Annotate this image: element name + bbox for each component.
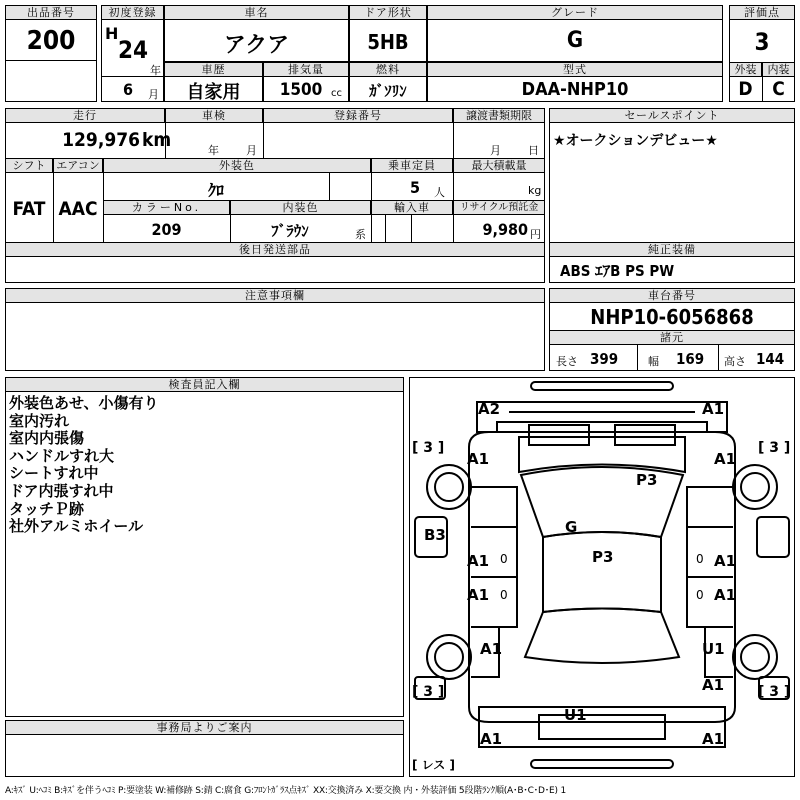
lot-label: 出品番号 [5,5,97,20]
sales-point: ★オークションデビュー★ [553,133,718,149]
interior-grade: C [772,78,785,100]
recycle: 9,980 [482,220,528,239]
inspector-note: 外装色あせ、小傷有り [9,394,159,412]
width: 169 [676,350,705,368]
sales-point-label: セールスポイント [549,108,795,123]
ac-label: エアコン [53,158,103,173]
import-label: 輸入車 [371,200,453,215]
damage-front-right-fender: A1 [714,450,737,468]
inspector-note: ハンドルすれ大 [9,446,115,465]
dims-label: 諸元 [549,330,795,345]
interior-label: 内装 [762,62,795,77]
inspector-notes [9,395,159,536]
displacement-label: 排気量 [263,62,349,77]
insp-year-unit: 年 [208,144,219,157]
damage-front-right: A1 [702,400,725,418]
width-label: 幅 [648,355,659,368]
score: 3 [754,28,770,56]
tire-rear-right: [ 3 ] [758,684,791,700]
damage-door-rr: A1 [714,586,737,604]
door-mark: 0 [696,552,704,566]
ac: AAC [58,198,98,220]
color-no-label: カラーNo. [103,200,230,215]
damage-front-left: A2 [478,400,501,418]
inspector-note: タッチＰ跡 [9,499,85,518]
max-load-label: 最大積載量 [453,158,545,173]
first-reg-month: 6 [122,80,133,99]
inspector-note: 社外アルミホイール [9,517,144,536]
year-unit: 年 [150,64,161,77]
color-no: 209 [151,220,182,239]
car-outline [409,377,795,777]
door-mark: 0 [696,588,704,602]
genuine-label: 純正装備 [549,242,795,257]
damage-windshield: G [565,518,578,536]
damage-front-left-fender: A1 [467,450,490,468]
shift-label: シフト [5,158,53,173]
int-color-label: 内装色 [230,200,371,215]
damage-rear-center: U1 [564,706,587,724]
inspection-label: 車検 [165,108,263,123]
recycle-label: リサイクル預託金 [453,200,545,215]
damage-door-fr: A1 [714,552,737,570]
ext-color-label: 外装色 [103,158,371,173]
model: DAA-NHP10 [521,79,629,100]
capacity-unit: 人 [434,186,445,199]
door-mark: 0 [500,588,508,602]
length: 399 [590,350,619,368]
max-load-unit: kg [528,184,542,197]
damage-rear-right-lower: A1 [702,676,725,694]
transfer-label: 譲渡書類期限 [453,108,545,123]
car-name-label: 車名 [164,5,349,20]
later-parts-label: 後日発送部品 [5,242,545,257]
damage-left-side: B3 [424,526,446,544]
damage-rear-bumper-left: A1 [480,730,503,748]
exterior-grade: D [738,78,753,100]
exterior-label: 外装 [729,62,762,77]
mileage-unit: km [142,129,172,151]
tire-front-left: [ 3 ] [412,440,445,456]
tire-rear-left: [ 3 ] [412,684,445,700]
shift: FAT [12,198,46,220]
inspector-note: 室内内張傷 [9,429,85,448]
mileage: 129,976 [62,129,140,151]
tire-front-right: [ 3 ] [758,440,791,456]
grade-label: グレード [427,5,723,20]
int-color-suffix: 系 [355,228,366,241]
registration-label: 登録番号 [263,108,453,123]
fuel: ｶﾞｿﾘﾝ [369,82,407,100]
fuel-label: 燃料 [349,62,427,77]
legend: A:ｷｽﾞ U:ﾍｺﾐ B:ｷｽﾞを伴うﾍｺﾐ P:要塗装 W:補修跡 S:錆 C:腐食 G:ﾌﾛﾝﾄｶﾞﾗｽ点ｷｽﾞ XX:交換済み X:要交換 内・外装評価 5段階ﾗﾝｸ順(A･B･C･D･E) 1 [5,786,566,796]
capacity-label: 乗車定員 [371,158,453,173]
chassis-label: 車台番号 [549,288,795,303]
damage-door-rl: A1 [467,586,490,604]
ext-color: ｸﾛ [207,181,224,200]
era: H [105,24,119,43]
doors-label: ドア形状 [349,5,427,20]
notes-label: 注意事項欄 [5,288,545,303]
score-label: 評価点 [729,5,795,20]
damage-door-fl: A1 [467,552,490,570]
history-label: 車歴 [164,62,263,77]
displacement: 1500 [279,80,323,100]
damage-rear-bumper-right: A1 [702,730,725,748]
damage-rear-right-fender: U1 [702,640,725,658]
car-name: アクア [223,33,290,58]
transfer-day-unit: 日 [528,144,539,157]
door-mark: 0 [500,552,508,566]
doors: 5HB [367,30,409,54]
capacity: 5 [409,178,420,197]
lot-value: 200 [26,26,76,56]
spare-tire: [ レス ] [412,758,455,772]
inspector-label: 検査員記入欄 [5,377,404,392]
genuine-equipment: ABS ｴｱB PS PW [560,262,675,280]
inspector-note: 室内汚れ [9,411,70,430]
first-reg-label: 初度登録 [101,5,164,20]
first-reg-year: 24 [117,36,149,64]
height: 144 [756,350,785,368]
transfer-month-unit: 月 [490,144,501,157]
height-label: 高さ [724,355,746,368]
chassis-number: NHP10-6056868 [590,305,754,329]
insp-month-unit: 月 [246,144,257,157]
damage-roof: P3 [592,548,614,566]
model-label: 型式 [427,62,723,77]
int-color: ﾌﾞﾗｳﾝ [271,222,309,240]
length-label: 長さ [556,355,578,368]
mileage-label: 走行 [5,108,165,123]
inspector-note: ドア内張すれ中 [9,481,114,500]
damage-rear-left-fender: A1 [480,640,503,658]
recycle-unit: 円 [530,228,541,241]
displacement-unit: cc [331,88,342,99]
damage-hood: P3 [636,471,658,489]
inspector-note: シートすれ中 [9,464,99,483]
grade: G [566,28,584,53]
office-label: 事務局よりご案内 [5,720,404,735]
history: 自家用 [186,82,241,103]
month-unit: 月 [148,88,159,101]
